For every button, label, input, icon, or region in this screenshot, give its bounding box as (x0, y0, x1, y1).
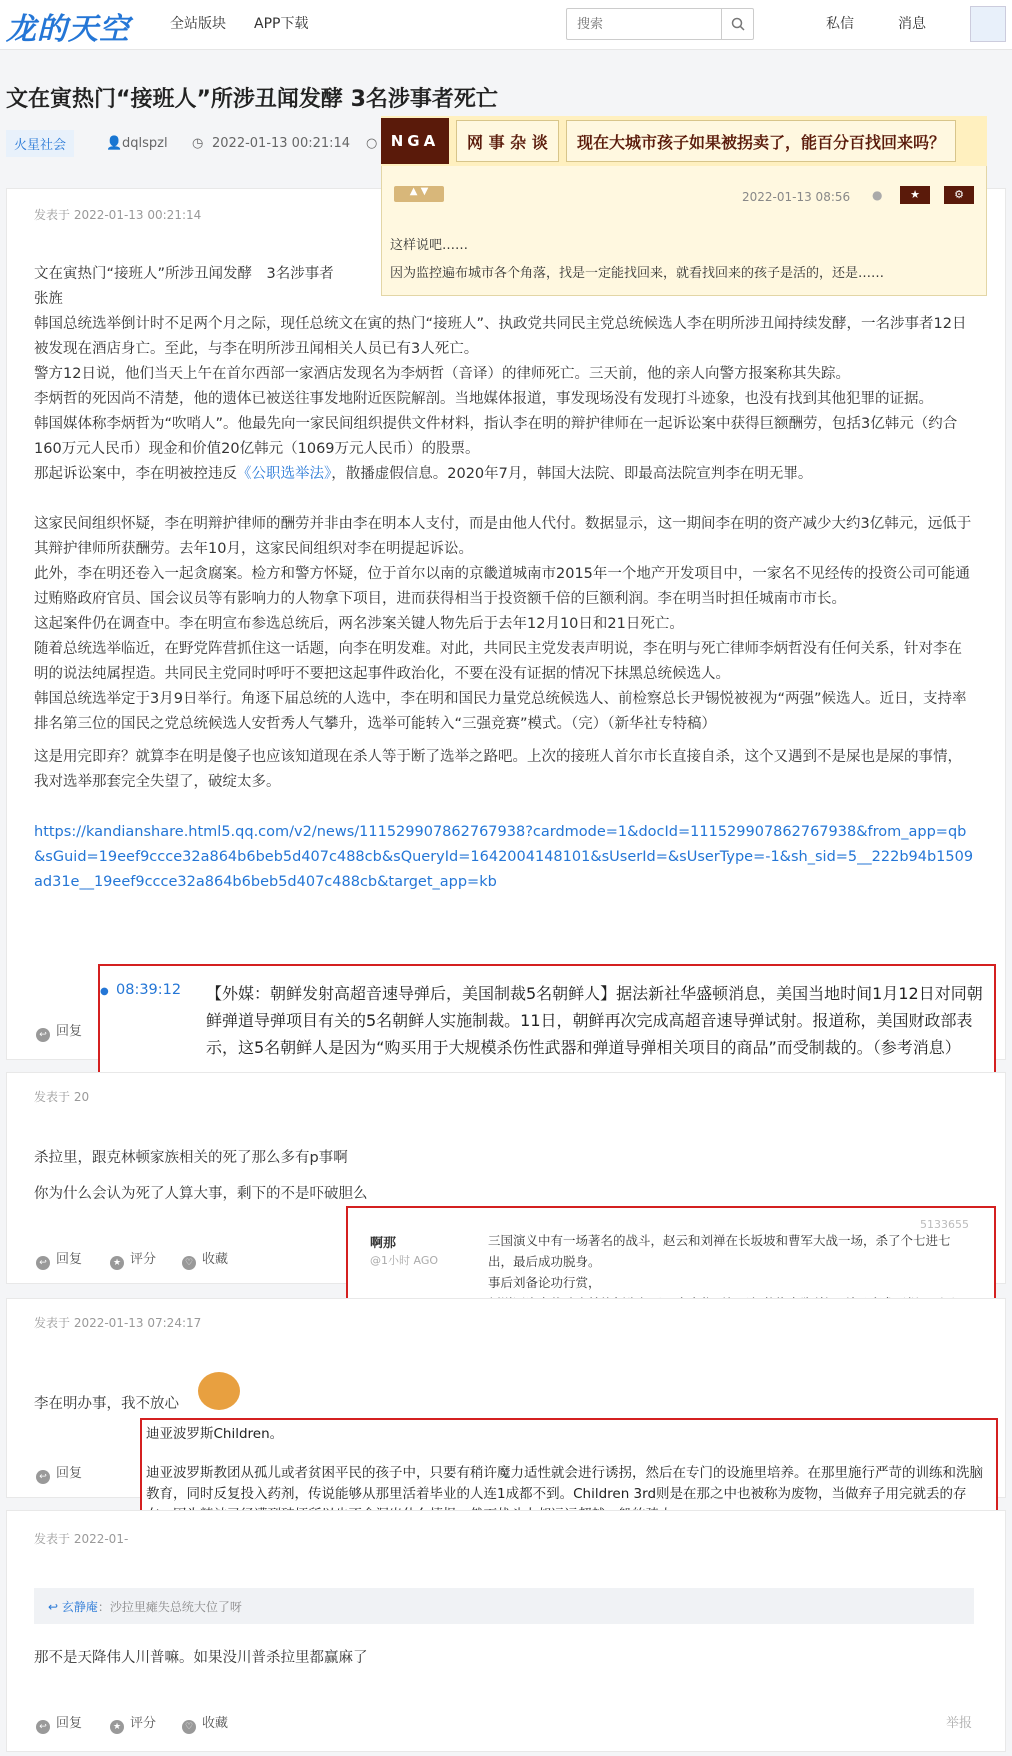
quote-id: 5133655 (920, 1218, 969, 1231)
blank-line (34, 795, 974, 820)
monkey-emoji-icon (198, 1372, 240, 1410)
author-icon: 👤 (106, 136, 123, 151)
user-comment: 这是用完即弃？就算李在明是傻子也应该知道现在杀人等于断了选举之路吧。上次的接班人首尔市长直接自杀，这个又遇到不是屎也是屎的事情，我对选举那套完全失望了，破绽太多。 (34, 749, 962, 790)
nav-app-download[interactable]: APP下载 (254, 16, 309, 32)
star-icon[interactable]: ★ (900, 186, 930, 204)
search-button[interactable] (721, 9, 754, 39)
report-button[interactable]: 举报 (946, 1716, 973, 1731)
lore-para: 迪亚波罗斯教团从孤儿或者贫困平民的孩子中，只要有稍许魔力适性就会进行诱拐，然后在专门的设施里培养。在那里施行严苛的训练和洗脑教育，同时反复投入药剂，传说能够从那里活着毕业的人连1成都不到。Children 3rd则是在那之中也被称为废物，当做弃子用完就丢的存 (146, 1465, 983, 1502)
reply-quote (34, 1588, 974, 1624)
site-logo[interactable]: 龙的天空 (6, 12, 130, 47)
source-url[interactable]: https://kandianshare.html5.qq.com/v2/news/111529907862767938?cardmode=1&docId=111529907862767938&from_app=qb&sGuid=19eef9ccce32a864b6beb5d407c488cb&sQueryId=1642004148101&sUserId=&sUserType=-1&sh_sid=5__222b94b1509ad31e__19eef9ccce32a864b6beb5d407c488cb&target_app=kb (34, 824, 974, 890)
reply-button[interactable] (36, 1248, 82, 1270)
quote-line: 事后刘备论功行赏， (488, 1275, 601, 1290)
nga-line-1: 这样说吧…… (390, 238, 469, 253)
reply-label: 回复 (56, 1716, 83, 1731)
nav-private-message[interactable]: 私信 (826, 16, 854, 32)
quote-line: 三国演义中有一场著名的战斗，赵云和刘禅在长坂坡和曹军大战一场，杀了个七进七出，最后成功脱身。 (488, 1233, 951, 1269)
search-input[interactable] (567, 9, 721, 39)
reply-button[interactable] (36, 1462, 82, 1484)
body-para: 此外，李在明还卷入一起贪腐案。检方和警方怀疑，位于首尔以南的京畿道城南市2015年一个地产开发项目中，一家名不见经传的投资公司可能通过贿赂政府官员、国会议员等有影响力的人物拿下项目，进而获得相当于投资额千倍的巨额利润。李在明当时担任城南市市长。 (34, 566, 970, 607)
post-text: 杀拉里，跟克林顿家族相关的死了那么多有p事啊 (34, 1150, 348, 1166)
clock-icon: ◷ (192, 136, 204, 151)
favorite-icon: ♡ (182, 1256, 196, 1270)
rate-label: 评分 (130, 1252, 157, 1267)
rate-button[interactable] (110, 1712, 156, 1734)
rate-icon: ★ (110, 1256, 124, 1270)
thumb-up-icon[interactable]: ▲ ▼ (394, 186, 444, 202)
bullet-icon: ● (100, 986, 109, 997)
nga-post-time: 2022-01-13 08:56 (742, 190, 851, 204)
reply-label: 回复 (56, 1252, 83, 1267)
thread-title: 文在寅热门“接班人”所涉丑闻发酵 3名涉事者死亡 (6, 87, 498, 112)
favorite-icon: ♡ (182, 1720, 196, 1734)
board-tag[interactable]: 火星社会 (6, 130, 74, 157)
body-para: 文在寅热门“接班人”所涉丑闻发酵 3名涉事者 (34, 266, 334, 282)
rate-icon: ★ (110, 1720, 124, 1734)
body-para: 韩国总统选举定于3月9日举行。角逐下届总统的人选中，李在明和国民力量党总统候选人、前检察总长尹锡悦被视为“两强”候选人。近日，支持率排名第三位的国民之党总统候选人安哲秀人气攀升，选举可能转入“三强竞赛”模式。（完）（新华社专特稿） (34, 691, 967, 732)
blank-line (146, 1445, 992, 1463)
favorite-button[interactable] (182, 1248, 228, 1270)
comment-icon: ○ (366, 136, 378, 151)
nav-all-boards[interactable]: 全站版块 (170, 16, 226, 32)
body-para (34, 462, 974, 487)
reply-icon: ↩ (36, 1028, 50, 1042)
body-para: 这家民间组织怀疑，李在明辩护律师的酬劳并非由李在明本人支付，而是由他人代付。数据显示，这一期间李在明的资产减少大约3亿韩元，远低于其辩护律师所获酬劳。去年10月，这家民间组织对李在明提起诉讼。 (34, 516, 972, 557)
top-header (0, 0, 1012, 50)
reply-icon: ↩ (36, 1256, 50, 1270)
post-text: 你为什么会认为死了人算大事，剩下的不是吓破胆么 (34, 1186, 368, 1202)
body-para: 韩国总统选举倒计时不足两个月之际，现任总统文在寅的热门“接班人”、执政党共同民主党总统候选人李在明所涉丑闻持续发酵，一名涉事者12日被发现在酒店身亡。至此，与李在明所涉丑闻相关人员已有3人死亡。 (34, 316, 967, 357)
body-para: 这起案件仍在调查中。李在明宣布参选总统后，两名涉案关键人物先后于去年12月10日和21日死亡。 (34, 616, 684, 632)
lore-title: 迪亚波罗斯Children。 (146, 1426, 284, 1442)
reply-icon: ↩ (36, 1470, 50, 1484)
quote-text: ：沙拉里瘫失总统大位了呀 (97, 1600, 242, 1614)
nga-topic-tab[interactable]: 现在大城市孩子如果被拐卖了，能百分百找回来吗？ (566, 120, 956, 162)
post-time: 发表于 2022-01-13 00:21:14 (34, 208, 202, 222)
thread-author[interactable]: dqlspzl (122, 136, 168, 151)
blank-line (34, 487, 974, 512)
quote-arrow-icon: ↩ (48, 1600, 62, 1614)
post-text: 那不是天降伟人川普嘛。如果没川普杀拉里都赢麻了 (34, 1650, 368, 1666)
post-body-1 (34, 262, 974, 895)
post-time: 发表于 20 (34, 1090, 90, 1104)
quote-ago: @1小时 AGO (370, 1254, 439, 1267)
favorite-button[interactable] (182, 1712, 228, 1734)
body-para: 张旌 (34, 291, 63, 307)
body-para: 警方12日说，他们当天上午在首尔西部一家酒店发现名为李炳哲（音译）的律师死亡。三天前，他的亲人向警方报案称其失踪。 (34, 366, 850, 382)
user-avatar[interactable] (970, 6, 1006, 42)
favorite-label: 收藏 (202, 1252, 229, 1267)
thread-time: 2022-01-13 00:21:14 (212, 136, 351, 151)
reply-label: 回复 (56, 1024, 83, 1039)
post-time: 发表于 2022-01-13 07:24:17 (34, 1316, 202, 1330)
body-para: 韩国媒体称李炳哲为“吹哨人”。他最先向一家民间组织提供文件材料，指认李在明的辩护律师在一起诉讼案中获得巨额酬劳，包括3亿韩元（约合160万元人民币）现金和价值20亿韩元（1069万元人民币）的股票。 (34, 416, 958, 457)
nga-logo: NGA (381, 118, 449, 164)
rate-button[interactable] (110, 1248, 156, 1270)
post-time: 发表于 2022-01- (34, 1532, 129, 1546)
news-time: 08:39:12 (116, 982, 182, 998)
post-text: 李在明办事，我不放心 (34, 1396, 179, 1412)
nga-board-tab[interactable]: 网 事 杂 谈 (456, 120, 559, 162)
nav-messages[interactable]: 消息 (898, 16, 926, 32)
reply-button[interactable] (36, 1020, 82, 1042)
body-text-span: 那起诉讼案中，李在明被控违反 (34, 466, 237, 482)
favorite-label: 收藏 (202, 1716, 229, 1731)
reply-icon: ↩ (36, 1720, 50, 1734)
body-text-span: ，散播虚假信息。2020年7月，韩国大法院、即最高法院宣判李在明无罪。 (331, 466, 813, 482)
gear-icon[interactable]: ⚙ (944, 186, 974, 204)
reply-label: 回复 (56, 1466, 83, 1481)
rate-label: 评分 (130, 1716, 157, 1731)
search-icon (731, 17, 745, 31)
law-link[interactable]: 《公职选举法》 (237, 466, 332, 482)
body-para: 随着总统选举临近，在野党阵营抓住这一话题，向李在明发难。对此，共同民主党发表声明说，李在明与死亡律师李炳哲没有任何关系，针对李在明的说法纯属捏造。共同民主党同时呼吁不要把这起事件政治化，不要在没有证据的情况下抹黑总统候选人。 (34, 641, 962, 682)
nga-line-2: 因为监控遍布城市各个角落，找是一定能找回来，就看找回来的孩子是活的，还是…… (390, 266, 885, 281)
body-para: 李炳哲的死因尚不清楚，他的遗体已被送往事发地附近医院解剖。当地媒体报道，事发现场没有发现打斗迹象，也没有找到其他犯罪的证据。 (34, 391, 933, 407)
news-text: 【外媒：朝鲜发射高超音速导弹后，美国制裁5名朝鲜人】据法新社华盛顿消息，美国当地时间1月12日对同朝鲜弹道导弹项目有关的5名朝鲜人实施制裁。11日，朝鲜再次完成高超音速导弹试射。报道称，美国财政部表示，这5名朝鲜人是因为“购买用于大规模杀伤性武器和弹道导弹相关项目的商品”而受制裁的。（参考消息） (206, 984, 983, 1057)
android-icon: ● (872, 188, 883, 202)
reply-button[interactable] (36, 1712, 82, 1734)
quote-username[interactable]: 啊那 (370, 1236, 397, 1251)
search-box (566, 8, 754, 40)
quote-user[interactable]: 玄静庵 (61, 1600, 98, 1614)
